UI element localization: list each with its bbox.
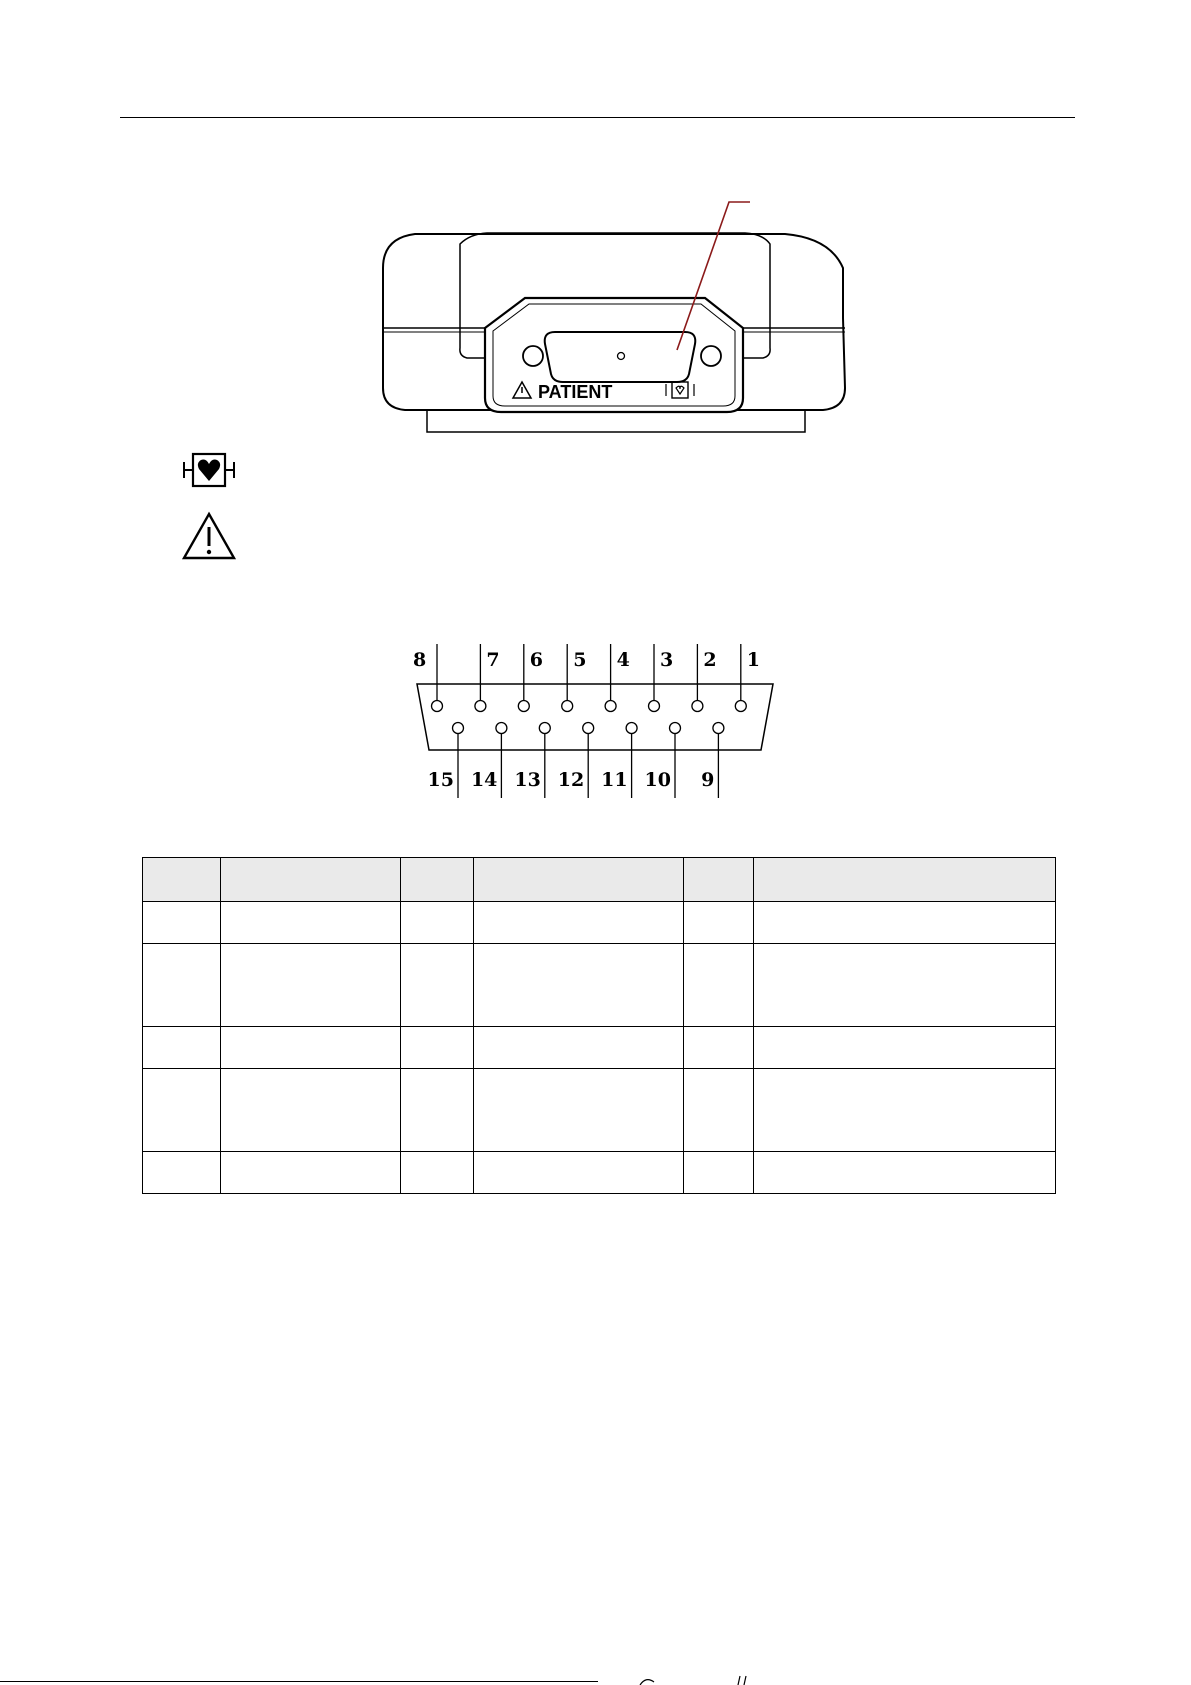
pin-hole-bottom [453,723,464,734]
table-cell [474,902,684,944]
table-cell [474,944,684,1027]
table-row [143,1152,1056,1194]
pin-number-label: 15 [427,769,454,791]
header-cell [684,858,754,902]
header-cell [143,858,221,902]
header-cell [401,858,474,902]
table-cell [474,1152,684,1194]
header-rule [120,117,1075,118]
pin-number-label: 12 [557,769,585,791]
table-cell [221,1069,401,1152]
table-cell [221,1152,401,1194]
pin-number-label: 2 [703,649,717,671]
footer-marks [640,1674,760,1685]
pin-hole-bottom [713,723,724,734]
pin-number-label: 3 [660,649,674,671]
header-cell [754,858,1056,902]
table-cell [143,1027,221,1069]
table-cell [684,944,754,1027]
table-cell [754,1027,1056,1069]
table-cell [754,1152,1056,1194]
pin-number-label: 10 [644,769,671,791]
table-cell [474,1027,684,1069]
table-cell [684,902,754,944]
pin-hole-top [692,701,703,712]
table-cell [401,944,474,1027]
table-row [143,1027,1056,1069]
table-cell [401,902,474,944]
header-cell [221,858,401,902]
defibrillation-proof-cf-icon [181,452,237,490]
pin-hole-bottom [583,723,594,734]
table-row [143,1069,1056,1152]
table-cell [754,944,1056,1027]
table-cell [684,1152,754,1194]
pin-hole-top [649,701,660,712]
footer-rule [0,1681,598,1682]
pin-hole-top [432,701,443,712]
pin-hole-top [562,701,573,712]
table-cell [221,1027,401,1069]
pin-hole-top [518,701,529,712]
table-cell [401,1069,474,1152]
table-cell [143,902,221,944]
header-cell [474,858,684,902]
table-header-row [143,858,1056,902]
device-illustration [375,198,855,434]
pin-number-label: 4 [616,649,630,671]
pin-number-label: 11 [601,769,628,791]
pin-number-label: 7 [486,649,500,671]
pin-number-label: 14 [470,769,498,791]
table-cell [684,1069,754,1152]
pin-number-label: 8 [413,649,427,671]
table-cell [474,1069,684,1152]
pin-number-label: 5 [573,649,587,671]
pin-hole-top [605,701,616,712]
table-cell [221,902,401,944]
pin-number-label: 1 [746,649,761,671]
pin-hole-top [475,701,486,712]
pin-number-label: 13 [514,769,541,791]
pin-hole-top [735,701,746,712]
pin-number-label: 6 [529,649,544,671]
table-cell [401,1027,474,1069]
pin-hole-bottom [539,723,550,734]
pin-hole-bottom [670,723,681,734]
pin-assignment-table [142,857,1056,1194]
table-cell [143,1069,221,1152]
table-cell [143,1152,221,1194]
table-cell [401,1152,474,1194]
pin-hole-bottom [626,723,637,734]
pin-hole-bottom [496,723,507,734]
patient-label: PATIENT [538,382,613,402]
table-row [143,902,1056,944]
table-cell [754,902,1056,944]
table-cell [143,944,221,1027]
table-row [143,944,1056,1027]
table-cell [684,1027,754,1069]
pin-number-label: 9 [701,769,715,791]
table-cell [221,944,401,1027]
pin-diagram [415,636,781,800]
warning-icon [181,511,237,561]
table-cell [754,1069,1056,1152]
